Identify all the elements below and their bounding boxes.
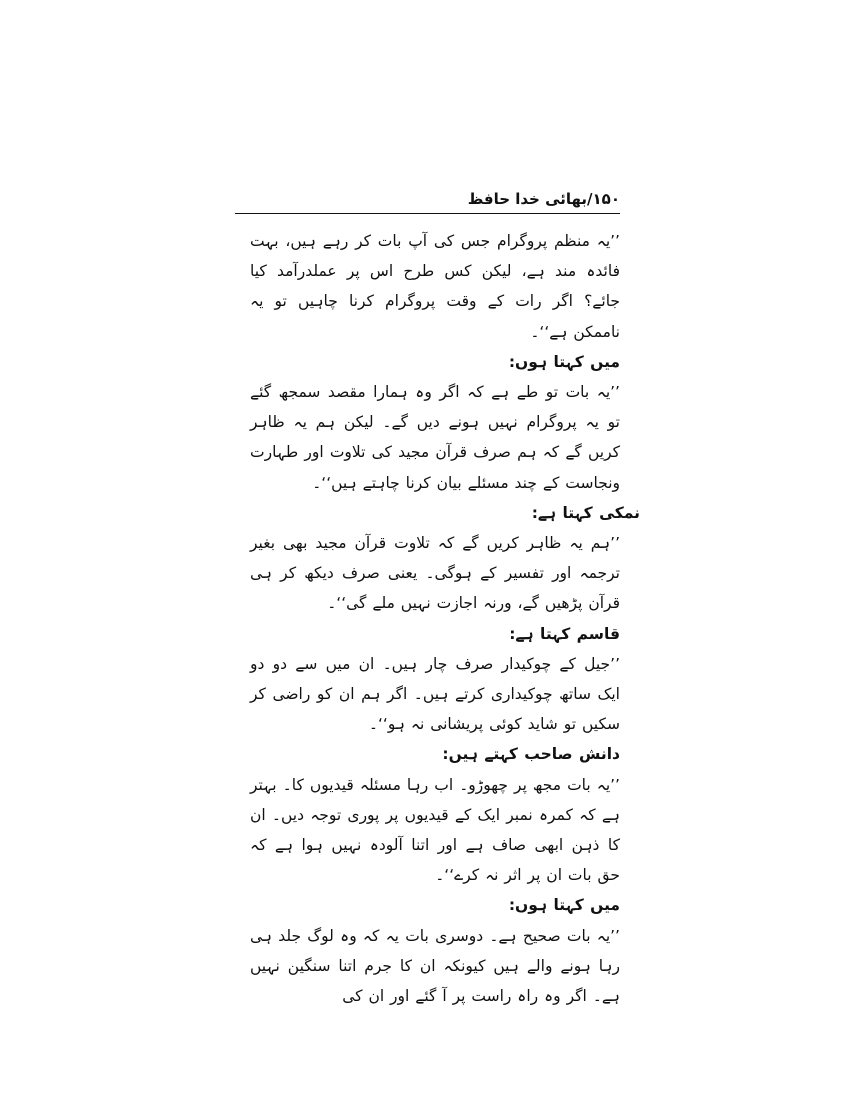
quote-paragraph: ’’یہ بات تو طے ہے کہ اگر وہ ہمارا مقصد سمجھ گئے تو یہ پروگرام نہیں ہونے دیں گے۔ لیکن ہم یہ ظاہر کریں گے کہ ہم صرف قرآن مجید کی تلاوت اور طہارت ونجاست کے چند مسئلے بیان کرنا چاہتے ہیں‘‘۔: [250, 383, 620, 492]
header-divider: [235, 213, 620, 214]
quote-paragraph: ’’یہ بات مجھ پر چھوڑو۔ اب رہا مسئلہ قیدیوں کا۔ بہتر ہے کہ کمرہ نمبر ایک کے قیدیوں پر پوری توجہ دیں۔ ان کا ذہن ابھی صاف ہے اور اتنا آلودہ نہیں ہوا ہے کہ حق بات ان پر اثر نہ کرے‘‘۔: [250, 775, 620, 885]
running-header: ۱۵۰/بھائی خدا حافظ: [467, 190, 620, 208]
speaker-line: میں کہتا ہوں:: [508, 352, 620, 371]
speaker-line: نمکی کہتا ہے:: [531, 503, 640, 522]
quote-paragraph: ’’ہم یہ ظاہر کریں گے کہ تلاوت قرآن مجید بھی بغیر ترجمہ اور تفسیر کے ہوگی۔ یعنی صرف دیکھ کر ہی قرآن پڑھیں گے، ورنہ اجازت نہیں ملے گی‘‘۔: [250, 534, 620, 613]
quote-paragraph: ’’یہ بات صحیح ہے۔ دوسری بات یہ کہ وہ لوگ جلد ہی رہا ہونے والے ہیں کیونکہ ان کا جرم اتنا سنگین نہیں ہے۔ اگر وہ راہ راست پر آ گئے اور ان کی: [250, 926, 620, 1006]
quote-paragraph: ’’جیل کے چوکیدار صرف چار ہیں۔ ان میں سے دو دو ایک ساتھ چوکیداری کرتے ہیں۔ اگر ہم ان کو راضی کر سکیں تو شاید کوئی پریشانی نہ ہو‘‘۔: [250, 654, 620, 734]
speaker-line: میں کہتا ہوں:: [508, 896, 620, 915]
page-body: [250, 226, 640, 1011]
quote-paragraph: ’’یہ منظم پروگرام جس کی آپ بات کر رہے ہیں، بہت فائدہ مند ہے، لیکن کس طرح اس پر عملدرآمد کیا جائے؟ اگر رات کے وقت پروگرام کرنا چاہیں تو یہ ناممکن ہے‘‘۔: [250, 232, 620, 341]
speaker-line: قاسم کہتا ہے:: [509, 624, 620, 643]
speaker-line: دانش صاحب کہتے ہیں:: [442, 745, 620, 764]
